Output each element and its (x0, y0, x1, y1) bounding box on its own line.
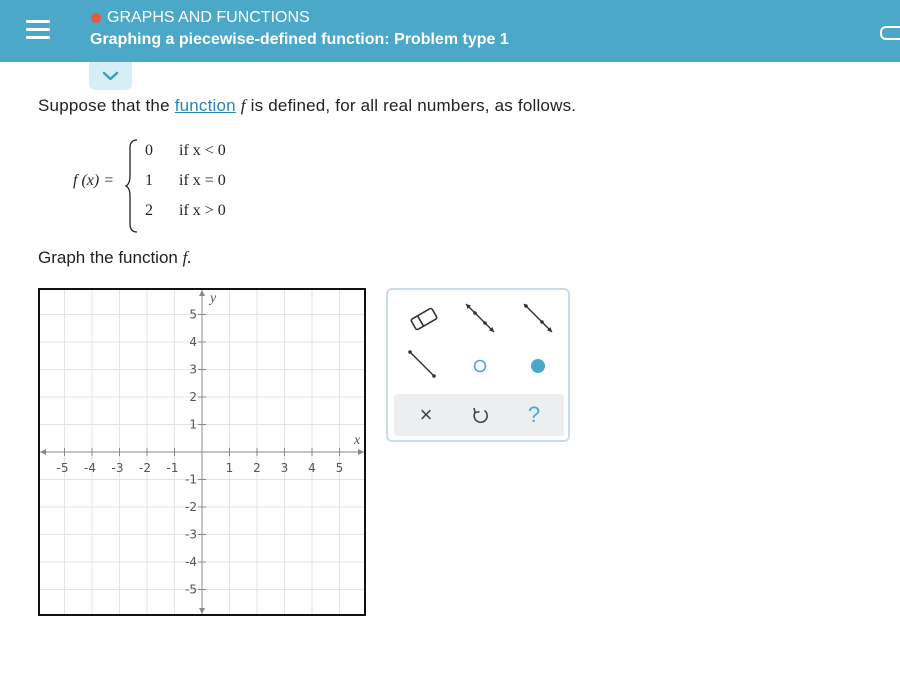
prompt-before: Suppose that the (38, 96, 170, 115)
y-axis-arrow (199, 290, 205, 296)
y-tick-label: -5 (185, 582, 197, 597)
case-value: 0 (145, 142, 153, 159)
line-tool[interactable] (460, 300, 500, 336)
y-tick-label: -2 (185, 500, 197, 514)
x-tick-label: -3 (111, 461, 124, 475)
x-tick-label: -5 (56, 461, 69, 475)
segment-icon (402, 344, 442, 384)
y-tick-label: -4 (185, 555, 197, 569)
y-tick-label: 5 (189, 307, 197, 322)
problem-statement (38, 96, 576, 116)
eraser-icon (406, 303, 442, 333)
topic-title: GRAPHS AND FUNCTIONS (107, 9, 310, 26)
topic-row (91, 9, 310, 27)
x-tick-label: -4 (84, 461, 96, 475)
collapse-toggle[interactable] (89, 62, 132, 90)
y-tick-label: 4 (189, 335, 197, 349)
problem-title: Graphing a piecewise-defined function: Problem type 1 (90, 31, 509, 48)
x-tick-label: 3 (280, 461, 289, 475)
left-brace (125, 138, 139, 234)
ray-tool[interactable] (518, 300, 558, 336)
y-tick-label: 3 (189, 362, 197, 377)
case-value: 2 (145, 202, 153, 219)
closed-point-tool[interactable] (518, 348, 558, 384)
y-axis-label: y (210, 291, 217, 306)
action-bar (394, 394, 564, 436)
graph-toolbox (386, 288, 570, 442)
topic-status-dot (91, 13, 101, 23)
case-condition: if x < 0 (179, 142, 226, 159)
x-axis-arrow (358, 449, 364, 455)
y-tick-label: 1 (189, 417, 197, 432)
eraser-tool[interactable] (404, 300, 444, 336)
x-tick-label: -2 (139, 461, 151, 475)
graph-instruction-variable: f. (182, 248, 192, 267)
case-condition: if x > 0 (179, 202, 226, 219)
y-tick-label: 2 (189, 390, 197, 404)
y-axis-arrow (199, 608, 205, 614)
x-tick-label: 5 (335, 461, 344, 475)
line-icon (460, 298, 500, 338)
undo-icon (469, 404, 491, 426)
piecewise-definition (73, 138, 273, 234)
menu-icon[interactable] (26, 18, 50, 42)
clear-button[interactable]: × (419, 402, 433, 427)
x-tick-label: -1 (166, 461, 179, 475)
graph-instruction (38, 248, 192, 268)
y-tick-label: -1 (185, 472, 197, 487)
prompt-after: is defined, for all real numbers, as follows. (250, 96, 577, 115)
x-tick-label: 4 (308, 461, 316, 475)
help-button[interactable]: ? (527, 402, 541, 427)
function-link[interactable]: function (174, 96, 236, 115)
closed-point-icon (528, 356, 548, 376)
case-value: 1 (145, 172, 153, 189)
prompt-variable: f (240, 96, 246, 115)
y-tick-label: -3 (185, 527, 197, 542)
function-lhs: f (x) = (73, 172, 114, 189)
side-panel-tab[interactable] (880, 26, 900, 40)
chevron-down-icon (89, 62, 132, 90)
x-axis-arrow (40, 449, 46, 455)
x-tick-label: 1 (225, 461, 234, 475)
graphing-area[interactable] (38, 288, 366, 616)
segment-tool[interactable] (402, 346, 442, 382)
case-condition: if x = 0 (179, 172, 226, 189)
open-point-tool[interactable] (460, 348, 500, 384)
header-bar (0, 0, 900, 62)
x-axis-label: x (354, 433, 361, 448)
open-point-icon (470, 356, 490, 376)
graph-instruction-text: Graph the function (38, 248, 178, 267)
undo-button[interactable] (460, 397, 500, 433)
ray-icon (518, 298, 558, 338)
x-tick-label: 2 (253, 461, 261, 475)
